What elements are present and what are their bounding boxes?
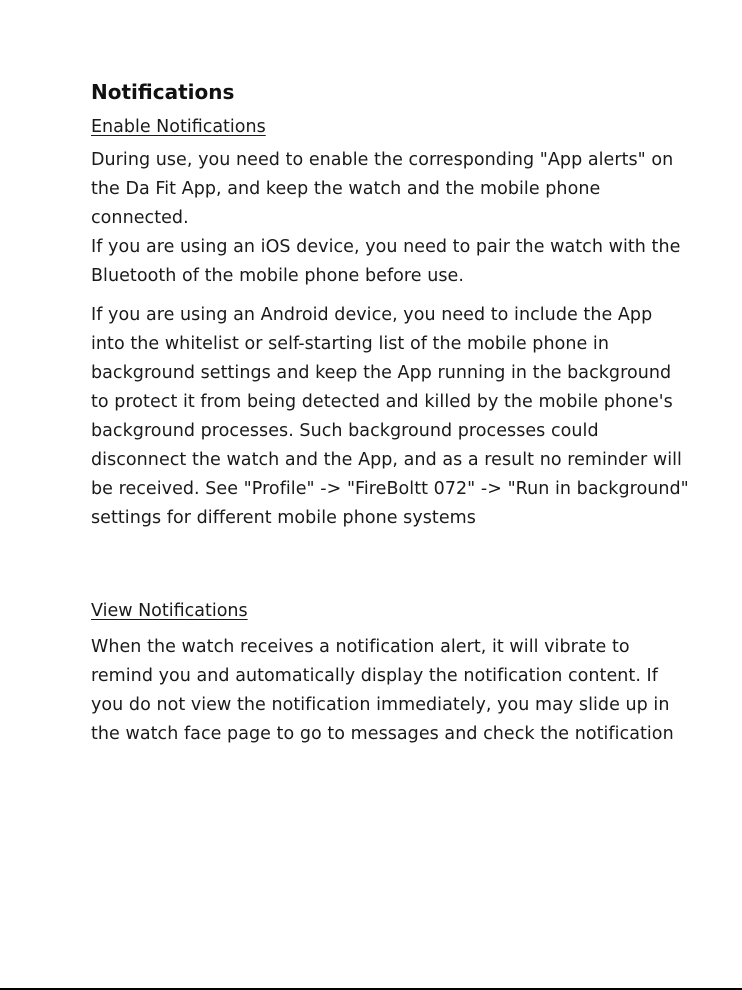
enable-paragraph-ios: If you are using an iOS device, you need to pair the watch with the Bluetooth of the mobile phone before use. bbox=[91, 237, 681, 286]
enable-paragraph-android: If you are using an Android device, you need to include the App into the whitelist or self-starting list of the mobile phone in background settings and keep the App running in the background to protect it from being detected and killed by the mobile phone's background processes. Such background processes could disconnect the watch and the App, and as a result no reminder will be received. See "Profile" -> "FireBoltt 072" -> "Run in background" settings for different mobile phone systems bbox=[91, 305, 689, 528]
view-notifications-heading: View Notifications bbox=[91, 601, 248, 621]
document-page bbox=[91, 79, 691, 749]
view-paragraph: When the watch receives a notification alert, it will vibrate to remind you and automatically display the notification content. If you do not view the notification immediately, you may slide up in the watch face page to go to messages and check the notification bbox=[91, 637, 674, 744]
enable-paragraph-app-alerts: During use, you need to enable the corresponding "App alerts" on the Da Fit App, and keep the watch and the mobile phone connected. bbox=[91, 150, 674, 228]
enable-notifications-heading: Enable Notifications bbox=[91, 117, 266, 137]
section-title: Notifications bbox=[91, 80, 235, 104]
